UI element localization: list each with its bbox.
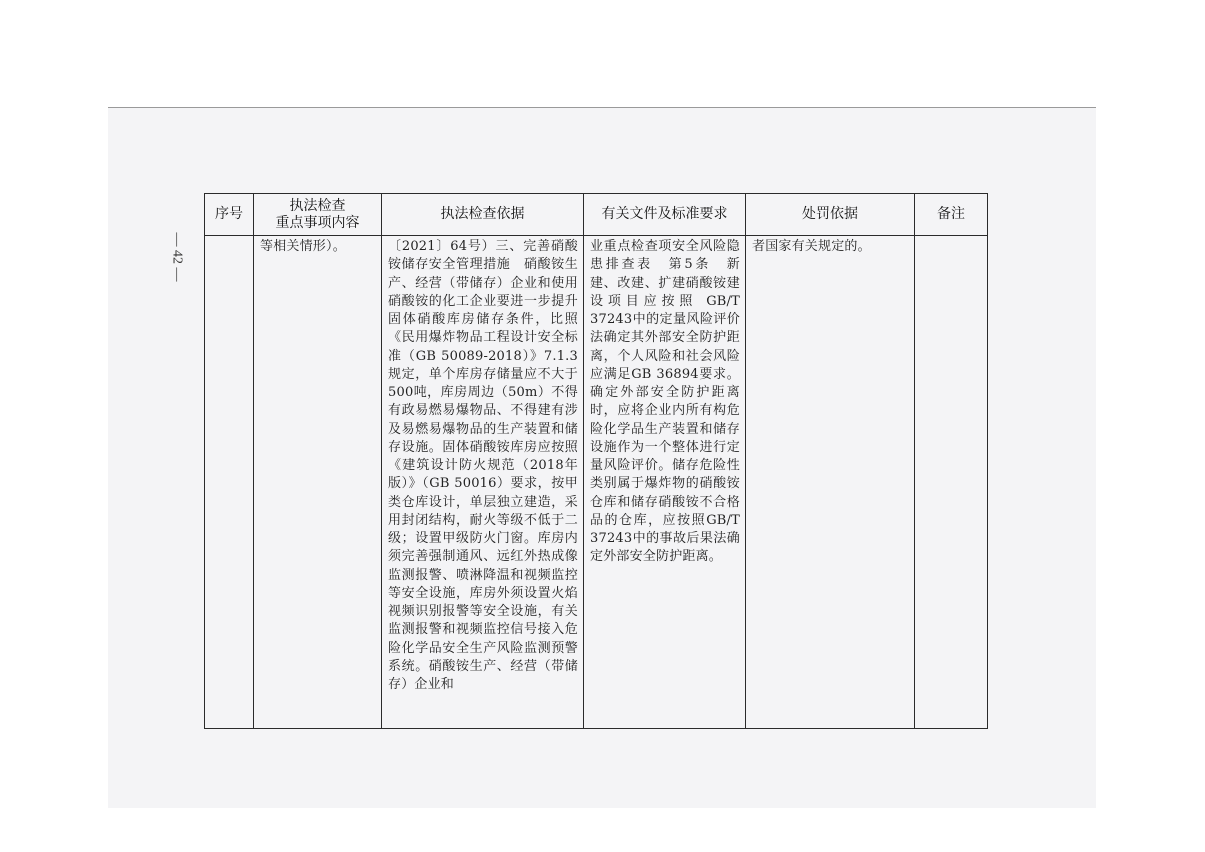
cell-remark-text [915,236,987,238]
enforcement-inspection-table [204,193,988,729]
header-inspection-basis: 执法检查依据 [382,194,584,236]
header-docs-standards: 有关文件及标准要求 [584,194,746,236]
cell-inspection-basis [382,236,584,729]
cell-penalty-basis-text: 者国家有关规定的。 [752,239,871,254]
cell-key-items-text: 等相关情形）。 [260,239,346,254]
cell-key-items [254,236,382,729]
cell-inspection-basis-text: 〔2021〕64号）三、完善硝酸铵储存安全管理措施 硝酸铵生产、经营（带储存）企业和使用硝酸铵的化工企业要进一步提升固体硝酸库房储存条件，比照《民用爆炸物品工程设计安全标准（GB 50089-2018）》7.1.3规定，单个库房存储量应不大于500吨，库房周边（50m）不得有政易燃易爆物品、不得建有涉及易燃易爆物品的生产装置和储存设施。固体硝酸铵库房应按照《建筑设计防火规范（2018年版）》（GB 50016）要求，按甲类仓库设计，单层独立建造，采用封闭结构，耐火等级不低于二级；设置甲级防火门窗。库房内须完善强制通风、远红外热成像监测报警、喷淋降温和视频监控等安全设施，库房外须设置火焰视频识别报警等安全设施，有关监测报警和视频监控信号接入危险化学品安全生产风险监测预警系统。硝酸铵生产、经营（带储存）企业和 [388,239,578,692]
header-key-items: 执法检查 重点事项内容 [254,194,382,236]
cell-remark [915,236,988,729]
table-row [205,236,988,729]
cell-seq [205,236,254,729]
cell-docs-standards [584,236,746,729]
header-remark: 备注 [915,194,988,236]
page-number-text: — 42 — [169,232,184,282]
page-number [165,212,187,302]
cell-penalty-basis [746,236,915,729]
header-penalty-basis: 处罚依据 [746,194,915,236]
header-seq: 序号 [205,194,254,236]
table-header-row [205,194,988,236]
cell-docs-standards-text: 业重点检查项安全风险隐患排查表 第5条 新建、改建、扩建硝酸铵建设项目应按照 GB/T 37243中的定量风险评价法确定其外部安全防护距离，个人风险和社会风险应满足GB 36894要求。确定外部安全防护距离时，应将企业内所有构危险化学品生产装置和储存设施作为一个整体进行定量风险评价。储存危险性类别属于爆炸物的硝酸铵仓库和储存硝酸铵不合格品的仓库，应按照GB/T 37243中的事故后果法确定外部安全防护距离。 [590,239,740,565]
cell-seq-text [205,236,253,238]
page-top-rule [108,107,1096,108]
